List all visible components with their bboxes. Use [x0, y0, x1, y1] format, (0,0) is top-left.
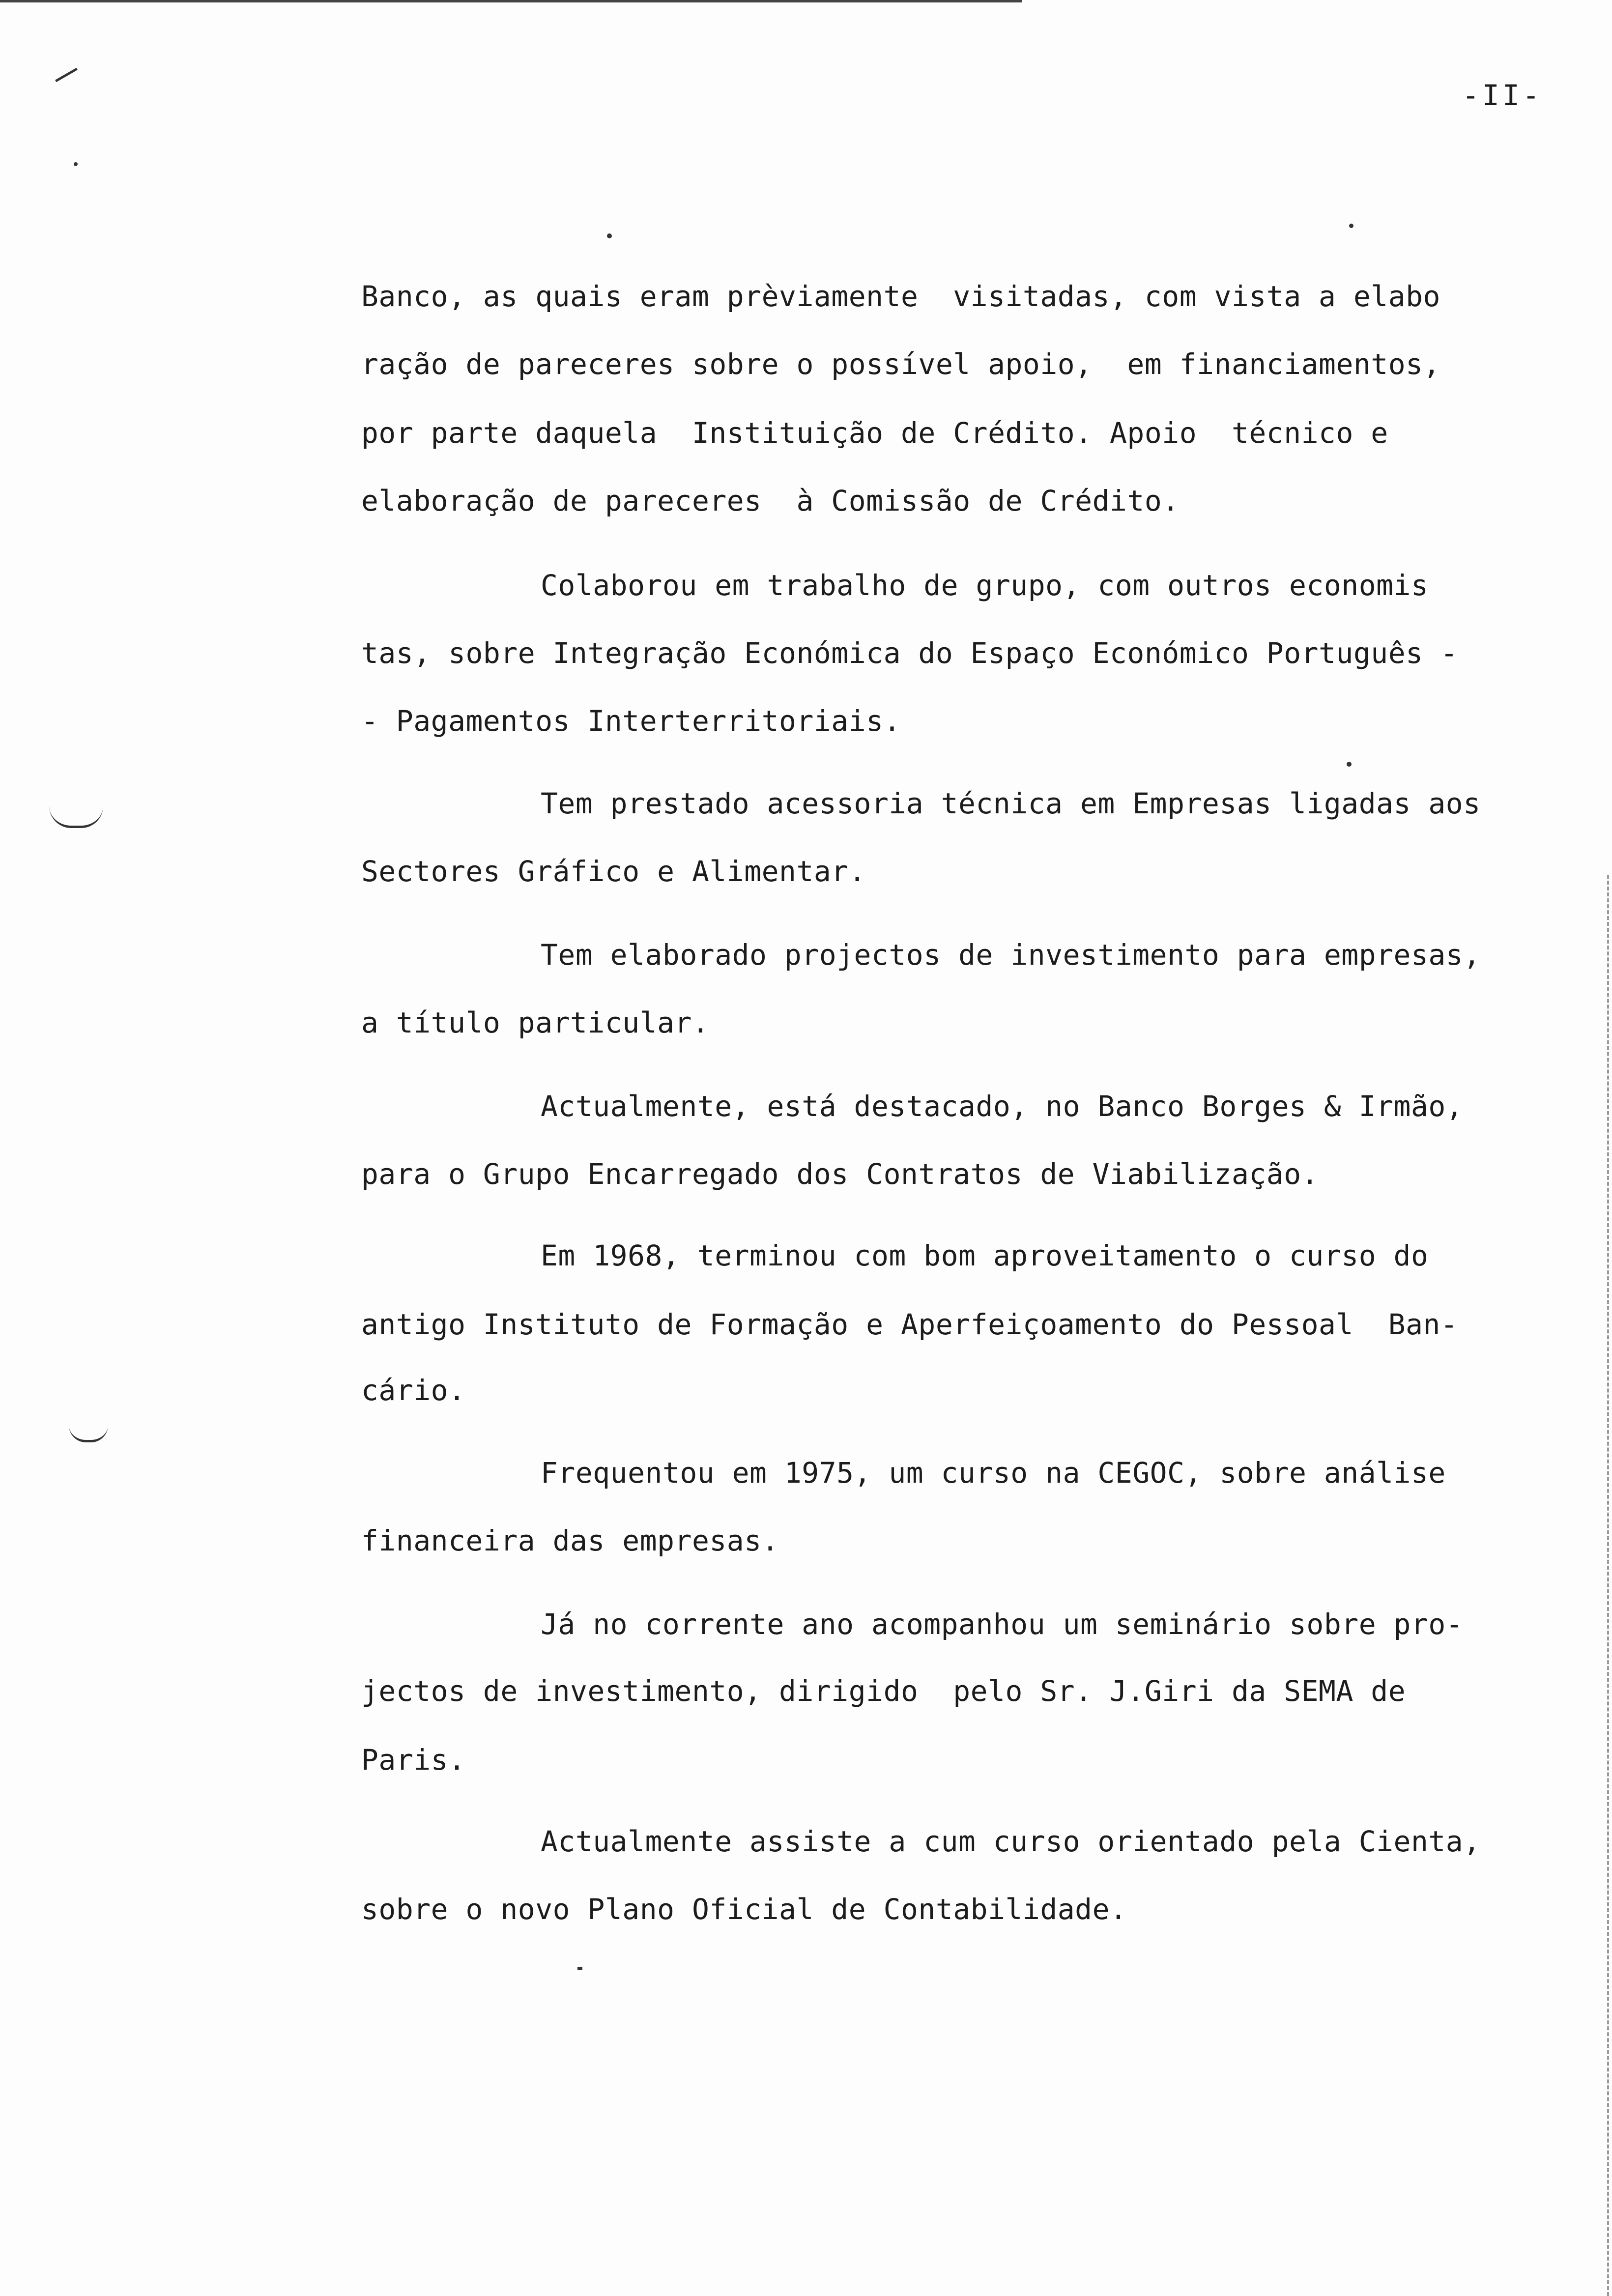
paragraph-first-line: Tem elaborado projectos de investimento para empresas,	[541, 938, 1481, 972]
body-line: Sectores Gráfico e Alimentar.	[361, 855, 866, 888]
scan-mark	[1349, 224, 1353, 228]
body-line: elaboração de pareceres à Comissão de Crédito.	[361, 484, 1180, 517]
page-number: -II-	[1462, 79, 1543, 112]
body-line: ração de pareceres sobre o possível apoio, em financiamentos,	[361, 347, 1440, 381]
scan-mark	[1347, 762, 1352, 767]
body-line: para o Grupo Encarregado dos Contratos de Viabilização.	[361, 1157, 1319, 1191]
body-line: a título particular.	[361, 1006, 710, 1039]
body-line: jectos de investimento, dirigido pelo Sr. J.Giri da SEMA de	[361, 1674, 1406, 1708]
body-line: tas, sobre Integração Económica do Espaço Económico Português -	[361, 636, 1458, 670]
body-line: financeira das empresas.	[361, 1524, 779, 1557]
top-border-line	[0, 0, 1022, 2]
body-line: - Pagamentos Interterritoriais.	[361, 704, 901, 738]
scan-mark	[577, 1967, 582, 1970]
paragraph-first-line: Actualmente assiste a cum curso orientado pela Cienta,	[541, 1825, 1481, 1858]
paragraph-first-line: Tem prestado acessoria técnica em Empresas ligadas aos	[541, 787, 1481, 820]
body-line: sobre o novo Plano Oficial de Contabilidade.	[361, 1893, 1127, 1926]
scan-mark	[55, 68, 78, 82]
paragraph-first-line: Actualmente, está destacado, no Banco Borges & Irmão,	[541, 1090, 1464, 1123]
body-line: Paris.	[361, 1743, 466, 1777]
right-edge-artifact	[1607, 875, 1612, 2296]
scan-mark	[69, 1425, 108, 1442]
body-line: cário.	[361, 1374, 466, 1407]
body-line: Banco, as quais eram prèviamente visitadas, com vista a elabo	[361, 280, 1440, 313]
paragraph-first-line: Colaborou em trabalho de grupo, com outros economis	[541, 569, 1429, 602]
body-line: antigo Instituto de Formação e Aperfeiçoamento do Pessoal Ban-	[361, 1308, 1458, 1341]
body-line: por parte daquela Instituição de Crédito. Apoio técnico e	[361, 416, 1388, 450]
paragraph-first-line: Em 1968, terminou com bom aproveitamento o curso do	[541, 1239, 1429, 1272]
paragraph-first-line: Já no corrente ano acompanhou um seminário sobre pro-	[541, 1607, 1464, 1641]
paragraph-first-line: Frequentou em 1975, um curso na CEGOC, sobre análise	[541, 1456, 1446, 1490]
scan-mark	[607, 233, 612, 238]
scan-mark	[49, 806, 103, 828]
scan-mark	[74, 162, 78, 166]
